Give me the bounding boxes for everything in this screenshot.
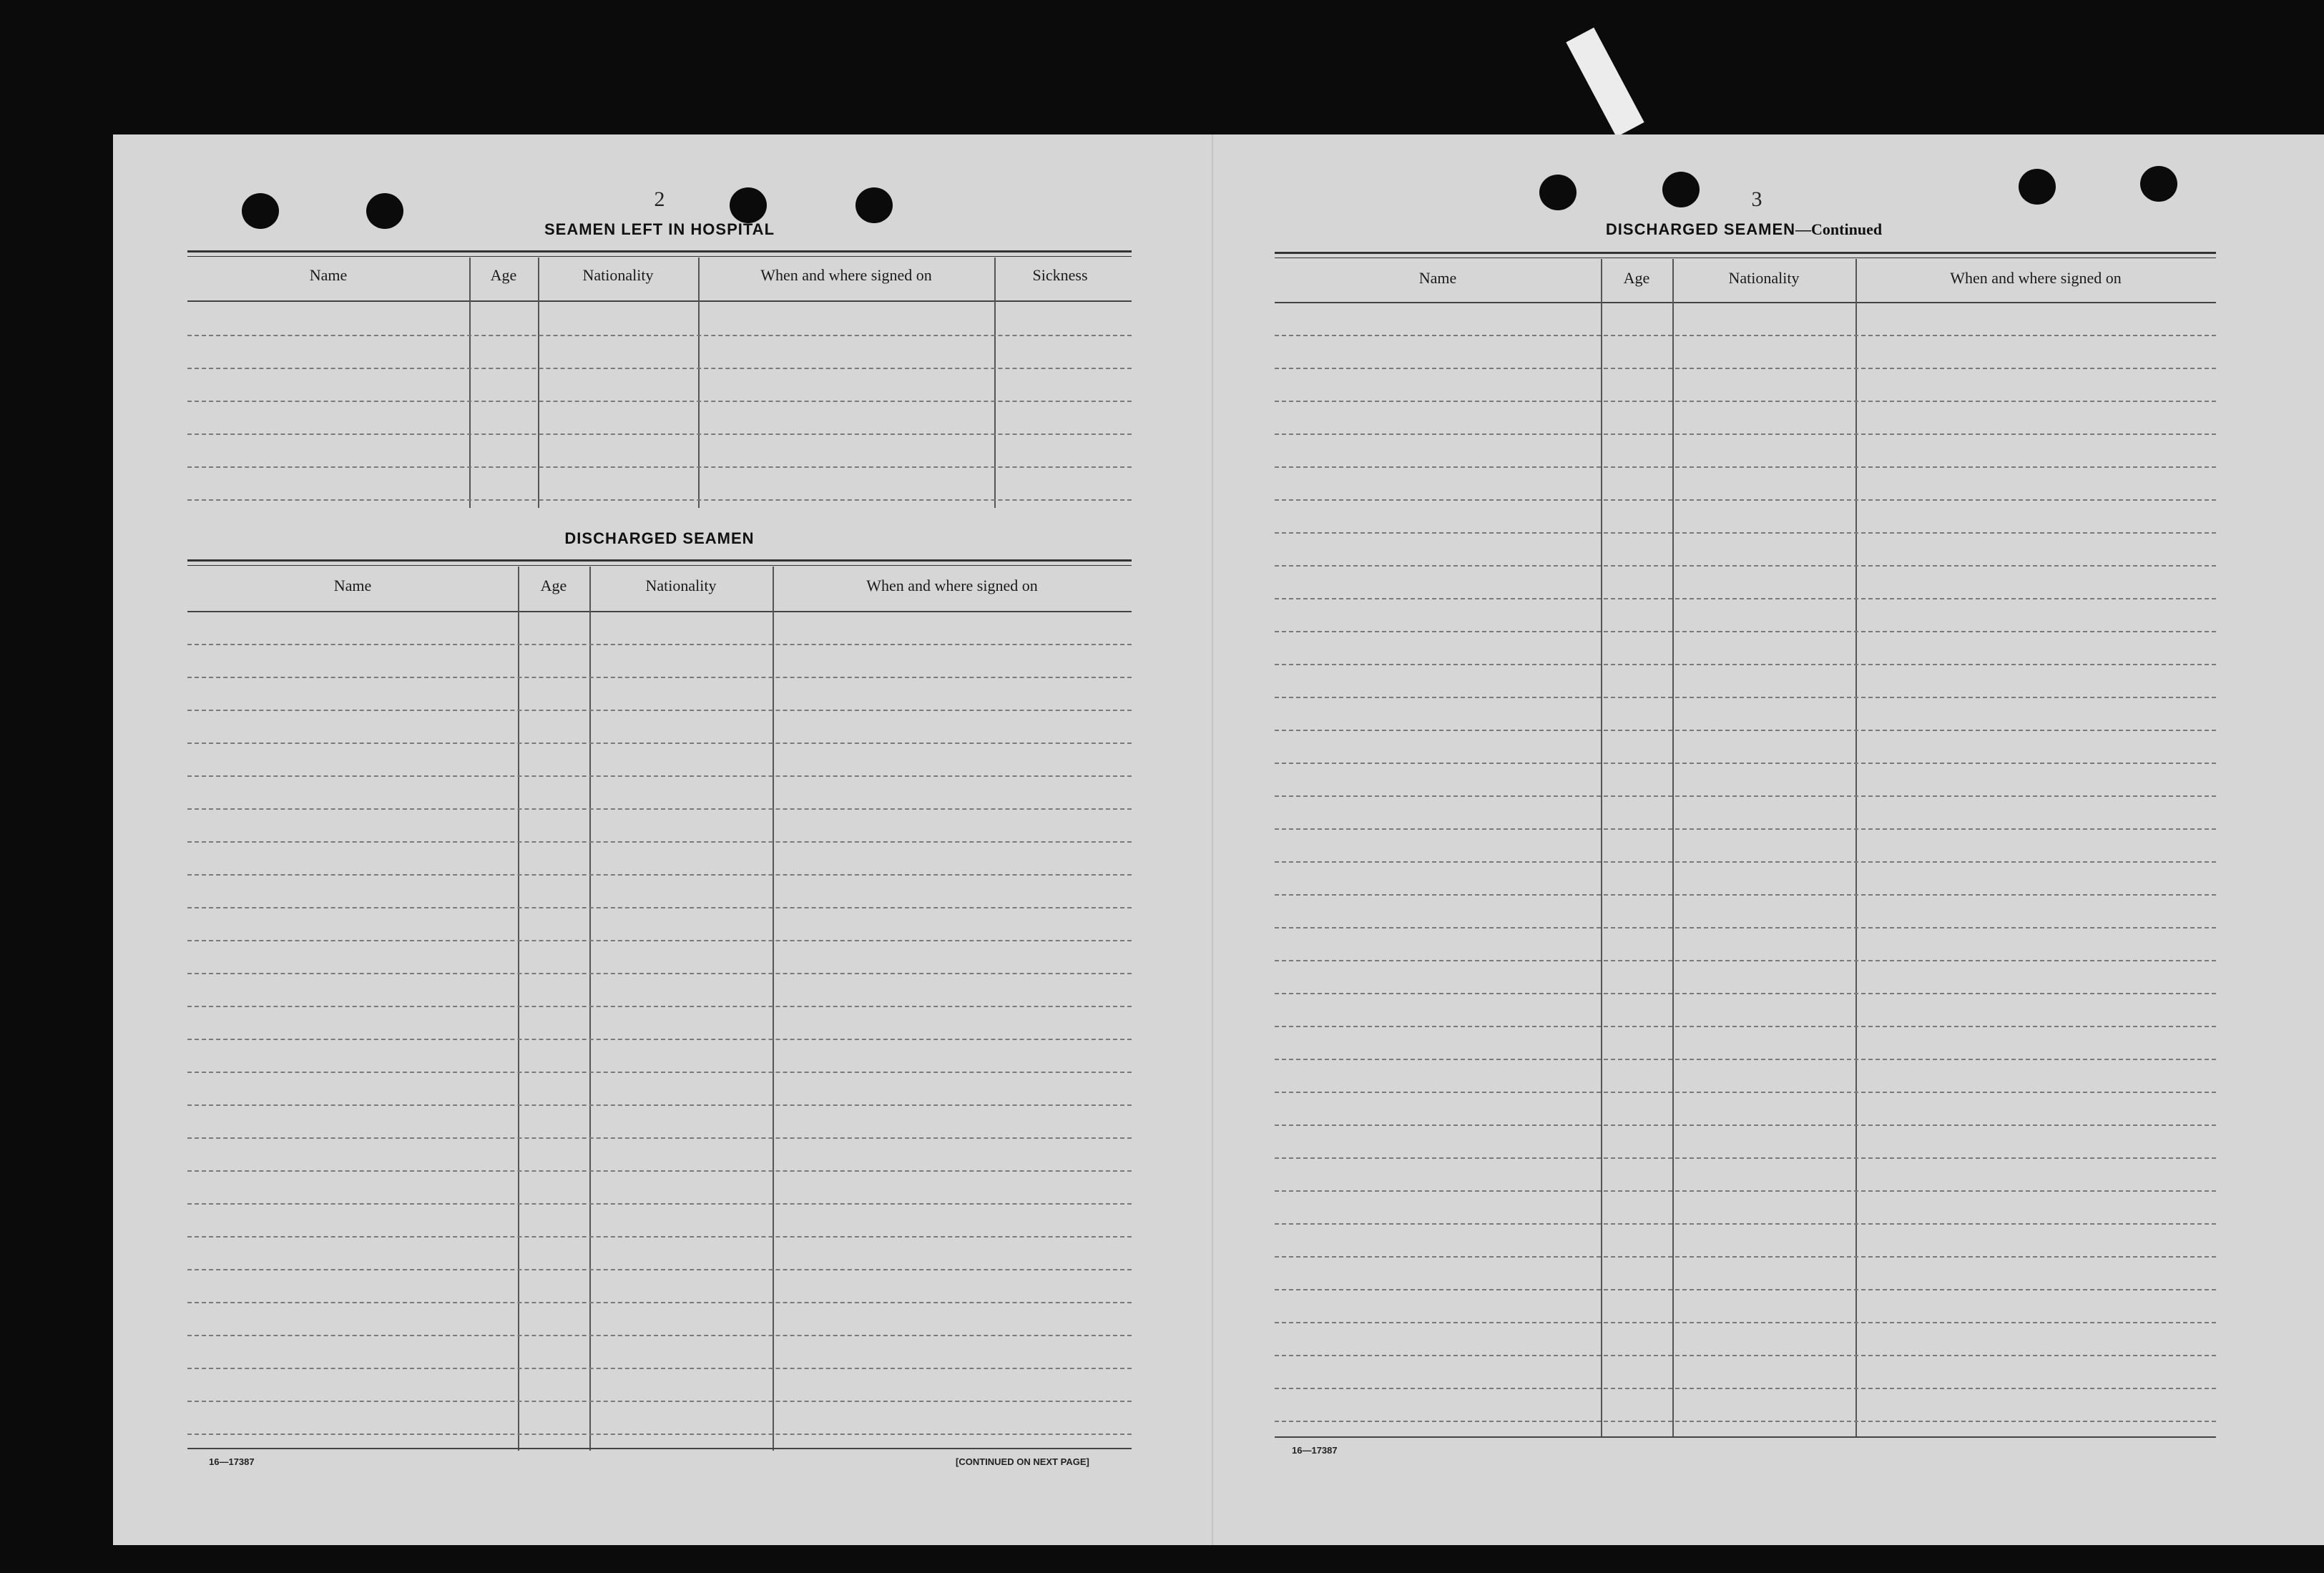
column-header-nationality: Nationality [645, 577, 717, 594]
title-suffix: —Continued [1795, 220, 1883, 238]
column-header-nationality: Nationality [1728, 269, 1800, 287]
column-header-name: Name [333, 577, 372, 594]
continued-note: [CONTINUED ON NEXT PAGE] [956, 1456, 1089, 1467]
punch-hole [730, 187, 767, 223]
punch-hole [1662, 172, 1700, 207]
hospital-section-title: SEAMEN LEFT IN HOSPITAL [544, 220, 775, 238]
page-number-right: 3 [1751, 187, 1762, 211]
column-header-signed-on: When and where signed on [866, 577, 1038, 594]
form-number-left: 16—17387 [209, 1456, 255, 1467]
column-header-age: Age [490, 266, 517, 284]
page-fold [1212, 134, 1213, 1545]
column-header-age: Age [1623, 269, 1650, 287]
hospital-table [187, 250, 1132, 508]
punch-hole [2140, 166, 2177, 202]
discharged-section-title: DISCHARGED SEAMEN [564, 529, 755, 547]
column-header-signed-on: When and where signed on [760, 266, 932, 284]
punch-hole [855, 187, 893, 223]
column-header-sickness: Sickness [1032, 266, 1088, 284]
paper-tab [1566, 27, 1644, 137]
column-header-nationality: Nationality [582, 266, 654, 284]
column-header-name: Name [309, 266, 348, 284]
punch-hole [2019, 169, 2056, 205]
title-main: DISCHARGED SEAMEN [1605, 220, 1796, 238]
discharged-table-left [187, 559, 1132, 1446]
form-number-right: 16—17387 [1292, 1445, 1338, 1456]
punch-hole [1539, 175, 1577, 210]
column-header-age: Age [540, 577, 567, 594]
bottom-rule-left [187, 1448, 1132, 1449]
bottom-rule-right [1275, 1436, 2216, 1438]
column-header-signed-on: When and where signed on [1950, 269, 2122, 287]
discharged-continued-title [1272, 220, 2216, 239]
discharged-table-right [1275, 252, 2216, 1436]
page-number-left: 2 [654, 187, 665, 211]
column-header-name: Name [1418, 269, 1457, 287]
